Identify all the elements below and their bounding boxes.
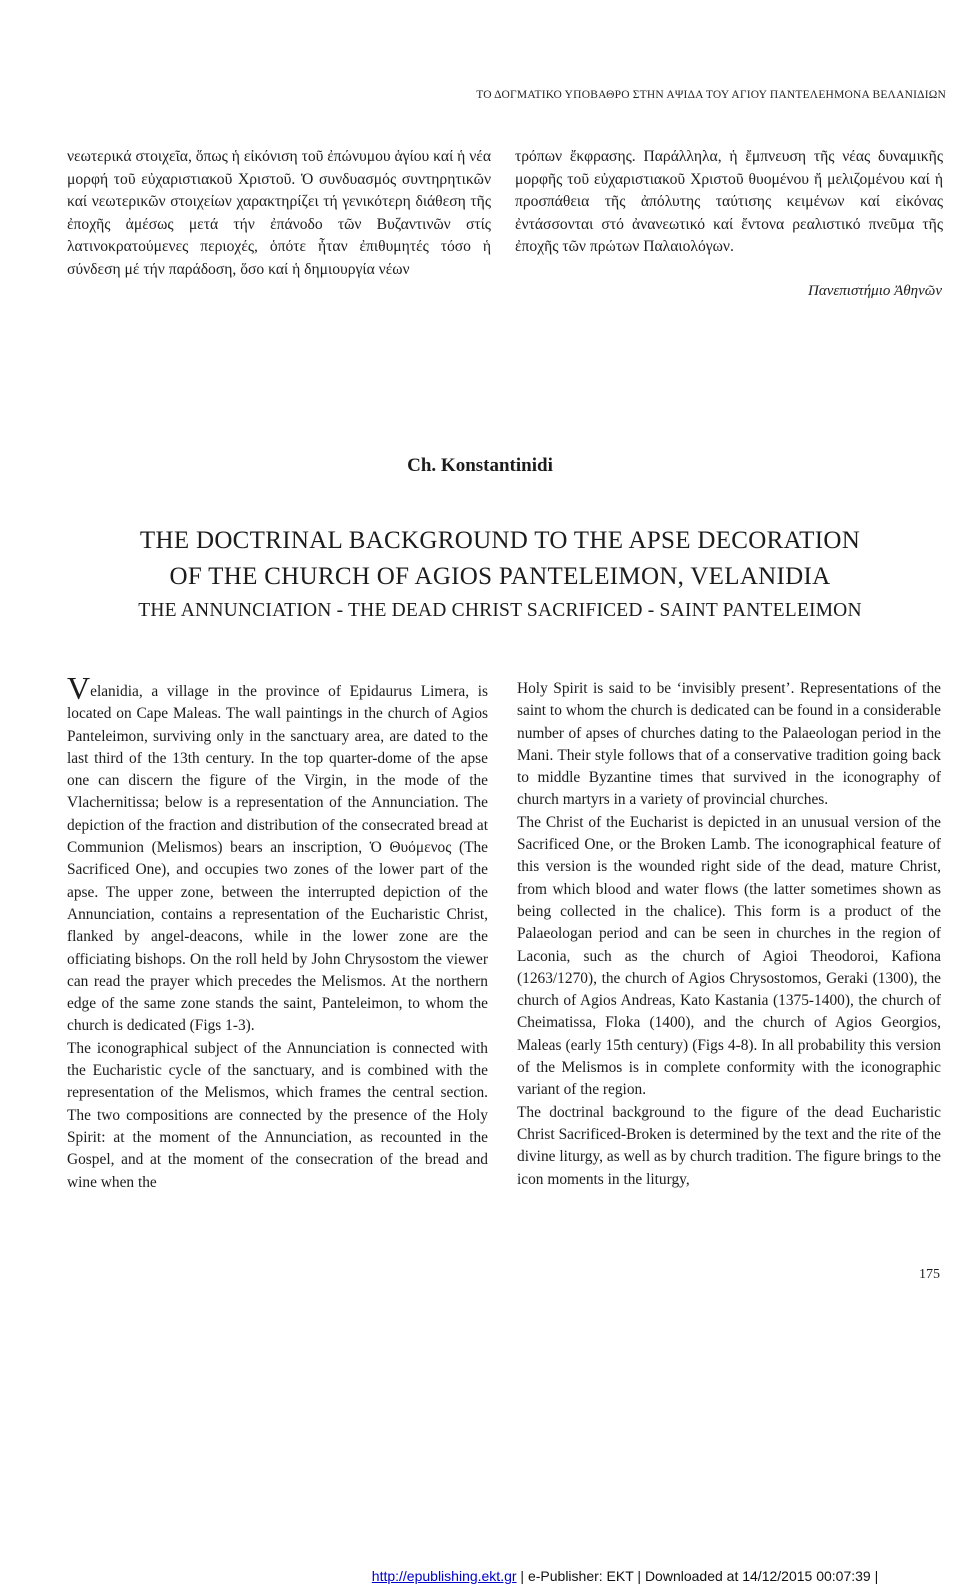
english-paragraph: Holy Spirit is said to be ‘invisibly present’. Representations of the saint to whom the church is dedicated can be found in a considerable number of apses of churches dating to the Palaeologan period in the Mani. Their style follows that of a conservative tradition going back to middle Byzantine times that survived in the iconography of church martyrs in a variety of provincial churches. (517, 680, 941, 809)
article-author: Ch. Konstantinidi (407, 455, 553, 476)
english-paragraph: The doctrinal background to the figure of the dead Eucharistic Christ Sacrificed-Broken is determined by the text and the rite of the divine liturgy, as well as by church tradition. The figure brings to the icon moments in the liturgy, (517, 1103, 941, 1188)
footer-info: | e-Publisher: EKT | Downloaded at 14/12/2015 00:07:39 | (516, 1568, 879, 1584)
english-paragraph: The Christ of the Eucharist is depicted in an unusual version of the Sacrificed One, or the Broken Lamb. The iconographical feature of this version is the wounded right side of the dead, mature Christ, from which blood and water flows (the latter sometimes shown as being collected in the chalice). This form is a product of the Palaeologan period and can be seen in churches in the region of Laconia, such as the church of Agioi Theodoroi, Kafiona (1263/1270), the church of Agios Chrysostomos, Geraki (1300), the church of Agios Andreas, Kato Kastania (1375-1400), the church of Cheimatissa, Floka (1400), and the church of Agios Georgios, Maleas (early 15th century) (Figs 4-8). In all probability this version of the Melismos is in complete conformity with the iconographic variant of the region. (517, 813, 941, 1099)
download-footer (0, 1568, 960, 1584)
greek-paragraph: νεωτερικά στοιχεῖα, ὅπως ἡ εἰκόνιση τοῦ ἐπώνυμου ἁγίου καί ἡ νέα μορφή τοῦ εὐχαριστιακοῦ Χριστοῦ. Ὁ συνδυασμός συντηρητικῶν καί νεωτερικῶν στοιχείων χαρακτηρίζει τή γενικότερη διάθεση τῆς ἐποχῆς ἀμέσως μετά τήν ἐπάνοδο τῶν Βυζαντινῶν στίς λατινοκρατούμενες περιοχές, ὁπότε ἦταν ἐπιθυμητές τόσο ἡ σύνδεση μέ τήν παράδοση, ὅσο καί ἡ δημιουργία νέων (67, 148, 491, 278)
drop-cap: V (67, 670, 91, 706)
page-number: 175 (919, 1267, 940, 1282)
english-paragraph: The iconographical subject of the Annunciation is connected with the Eucharistic cycle of the sanctuary, and is combined with the representation of the Melismos, which frames the central section. The two compositions are connected by the presence of the Holy Spirit: at the moment of the Annunciation, as recounted in the Gospel, and at the moment of the consecration of the bread and wine when the (67, 1039, 488, 1191)
english-text-left-column (67, 670, 488, 1194)
article-title (0, 523, 960, 595)
greek-affiliation: Πανεπιστήμιο Ἀθηνῶν (808, 283, 942, 299)
english-text-right-column (517, 678, 941, 1191)
article-subtitle: THE ANNUNCIATION - THE DEAD CHRIST SACRIFICED - SAINT PANTELEIMON (138, 600, 862, 621)
article-title-line-1: THE DOCTRINAL BACKGROUND TO THE APSE DECORATION (139, 527, 861, 554)
running-head: ΤΟ ΔΟΓΜΑΤΙΚΟ ΥΠΟΒΑΘΡΟ ΣΤΗΝ ΑΨΙΔΑ ΤΟΥ ΑΓΙΟΥ ΠΑΝΤΕΛΕΗΜΟΝΑ ΒΕΛΑΝΙΔΙΩΝ (476, 89, 946, 101)
article-title-line-2: OF THE CHURCH OF AGIOS PANTELEIMON, VELANIDIA (169, 563, 831, 590)
english-paragraph (67, 670, 488, 1038)
greek-text-left-column (67, 146, 491, 281)
greek-text-right-column (515, 146, 943, 259)
publisher-link[interactable]: http://epublishing.ekt.gr (371, 1568, 517, 1584)
greek-paragraph: τρόπων ἔκφρασης. Παράλληλα, ἡ ἔμπνευση τῆς νέας δυναμικῆς μορφῆς τοῦ εὐχαριστιακοῦ Χριστοῦ θυομένου ἤ μελιζομένου καί ἡ προσπάθεια τῆς ἀπόλυτης ταύτισης κειμένων καί εἰκόνας ἐντάσσονται στό ἀνανεωτικό καί ἔντονα ρεαλιστικό πνεῦμα τῆς ἐποχῆς τῶν πρώτων Παλαιολόγων. (515, 148, 943, 255)
english-paragraph-text: elanidia, a village in the province of Epidaurus Limera, is located on Cape Maleas. The wall paintings in the church of Agios Panteleimon, surviving only in the sanctuary area, are dated to the last third of the 13th century. In the top quarter-dome of the apse one can discern the figure of the Virgin, in the mode of the Vlachernitissa; below is a representation of the Annunciation. The depiction of the fraction and distribution of the consecrated bread at Communion (Melismos) bears an inscription, Ὁ Θυόμενος (The Sacrificed One), and occupies two zones of the lower part of the apse. The upper zone, between the interrupted depiction of the Annunciation, contains a representation of the Eucharistic Christ, flanked by angel-deacons, while in the lower zone are the officiating bishops. On the roll held by John Chrysostom the viewer can read the prayer which precedes the Melismos. At the northern edge of the same zone stands the saint, Panteleimon, to whom the church is dedicated (Figs 1-3). (67, 683, 488, 1035)
